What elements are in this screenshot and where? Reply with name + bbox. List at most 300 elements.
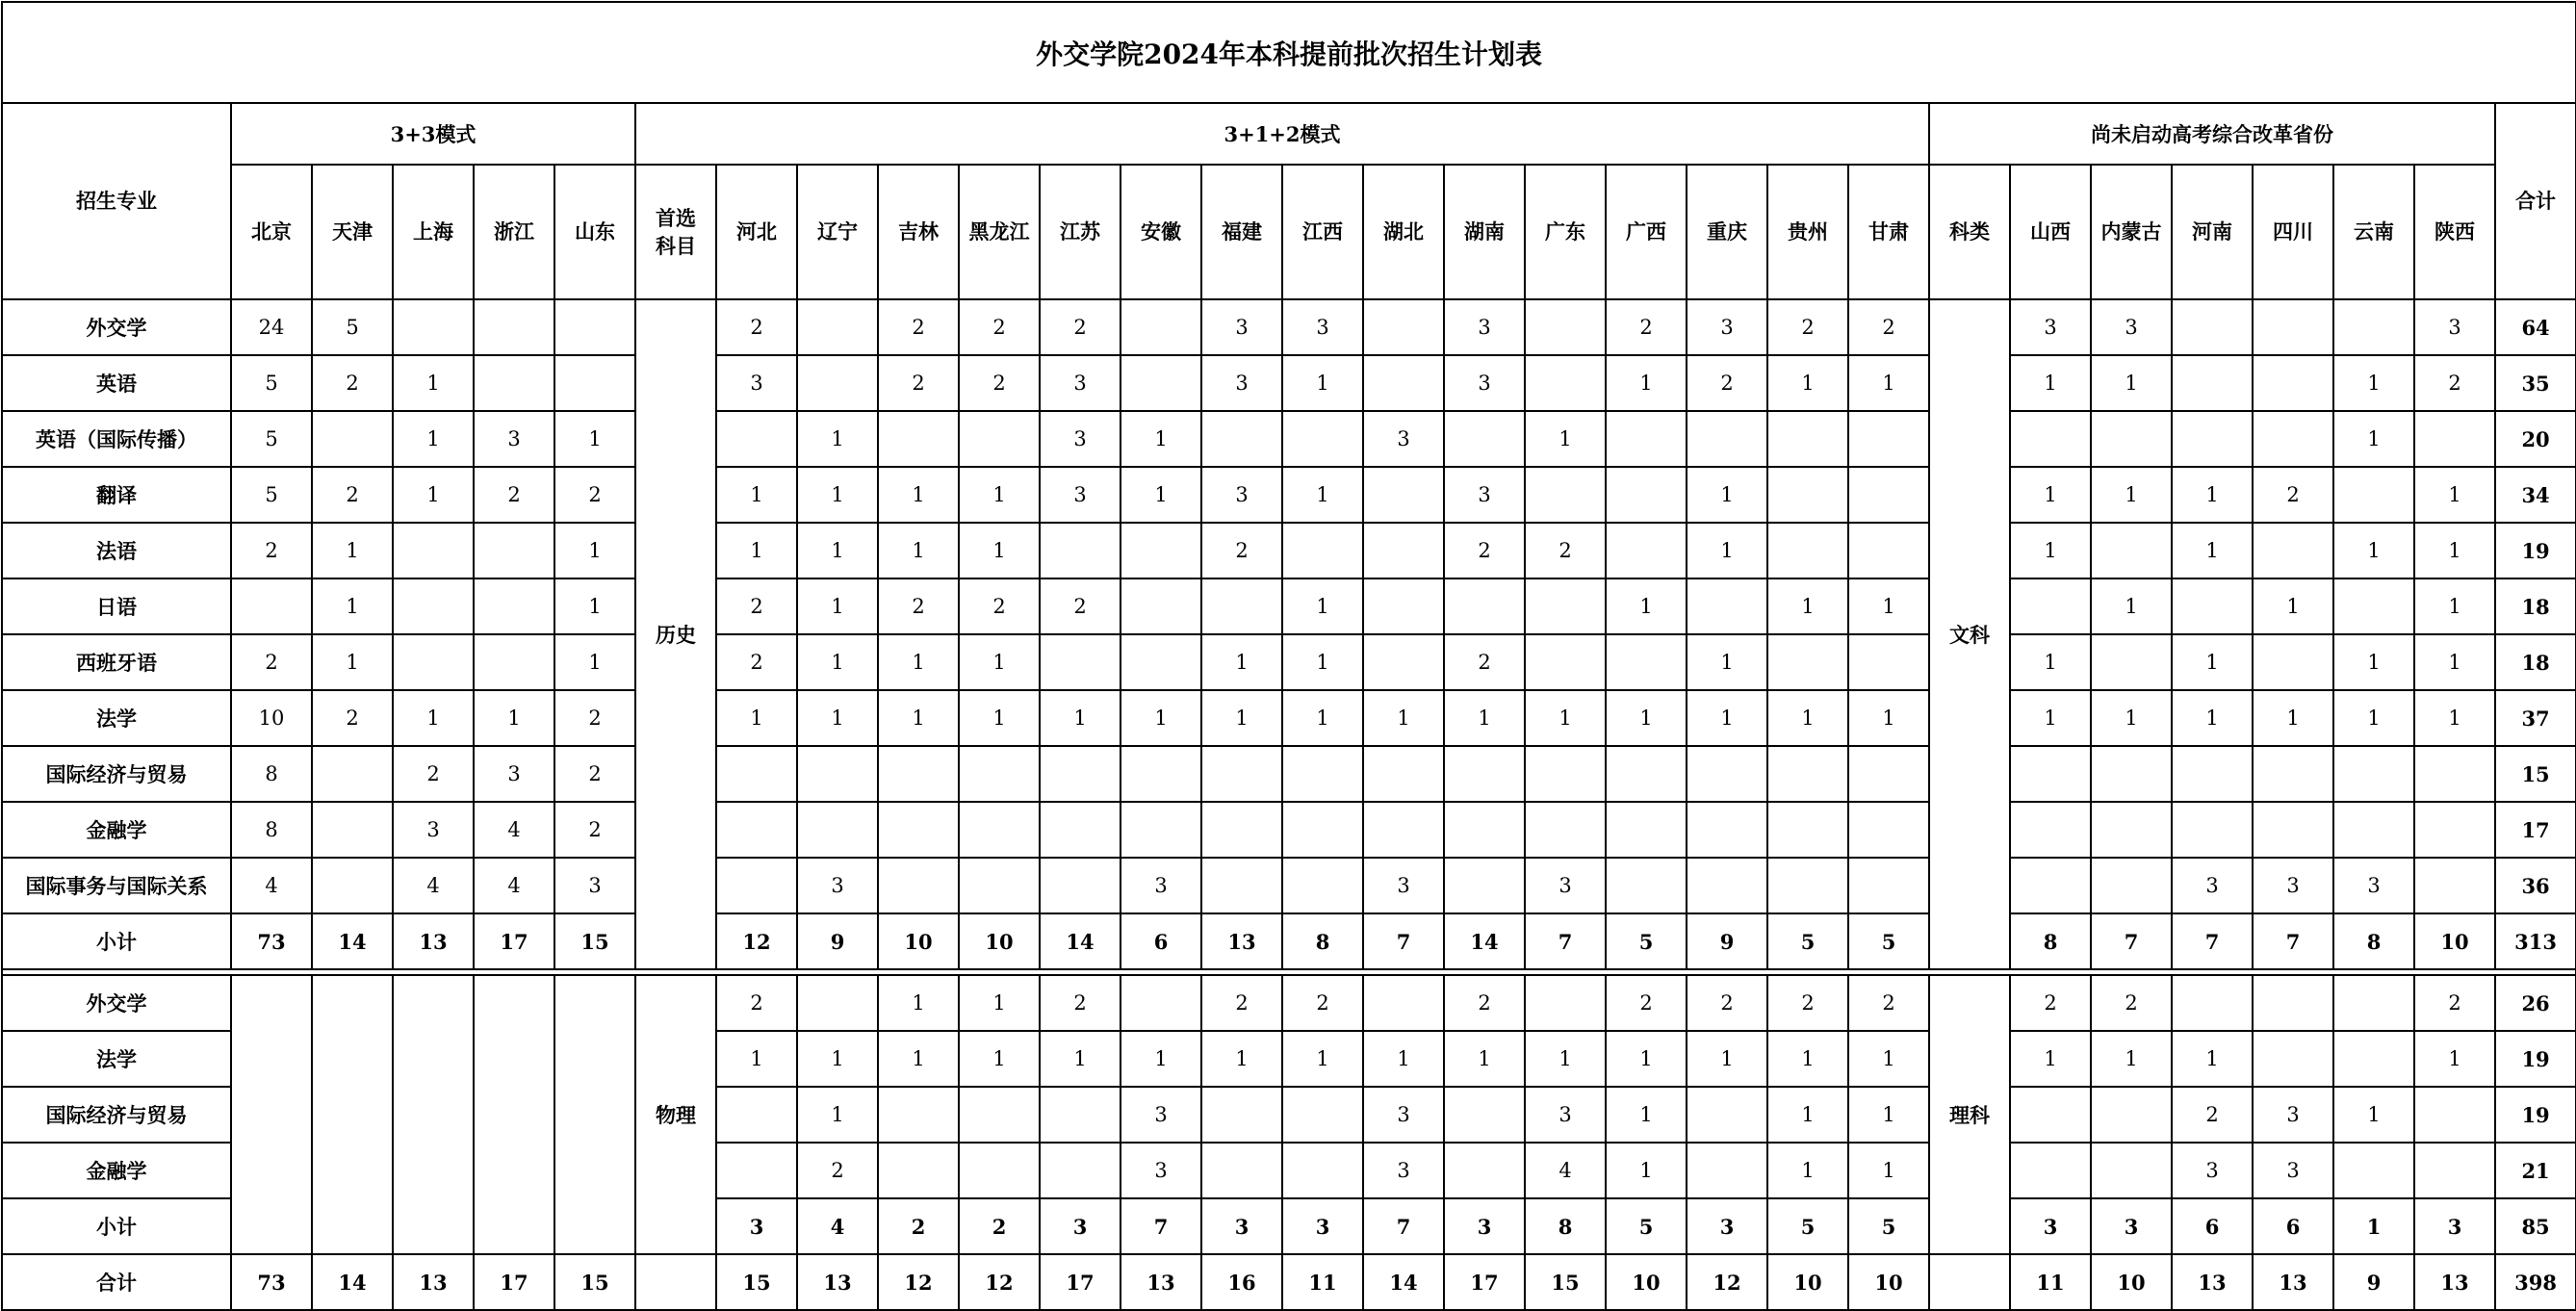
value-cell: 7 <box>1363 1198 1444 1254</box>
value-cell: 4 <box>1525 1143 1606 1198</box>
value-cell <box>2333 467 2414 523</box>
value-cell: 2 <box>554 802 635 858</box>
value-cell: 3 <box>716 355 797 411</box>
value-cell <box>474 355 554 411</box>
table-row <box>2 975 2576 1031</box>
value-cell: 1 <box>797 1031 878 1087</box>
total-header: 合计 <box>2495 103 2576 299</box>
value-cell: 1 <box>1767 1031 1848 1087</box>
value-cell <box>1687 802 1767 858</box>
value-cell: 3 <box>1363 1087 1444 1143</box>
value-cell <box>2414 1087 2495 1143</box>
value-cell: 1 <box>2414 634 2495 690</box>
value-cell <box>1201 1143 1282 1198</box>
major-name: 国际经济与贸易 <box>2 1087 231 1143</box>
value-cell: 1 <box>2333 690 2414 746</box>
value-cell <box>1525 802 1606 858</box>
value-cell: 1 <box>2172 1031 2253 1087</box>
value-cell: 3 <box>1201 355 1282 411</box>
table-row <box>2 858 2576 913</box>
value-cell <box>2091 634 2172 690</box>
value-cell: 10 <box>1848 1254 1929 1310</box>
group-header-row <box>2 103 2576 165</box>
row-total: 18 <box>2495 578 2576 634</box>
value-cell: 8 <box>1282 913 1363 969</box>
value-cell: 1 <box>878 634 959 690</box>
value-cell <box>2172 975 2253 1031</box>
province-header: 甘肃 <box>1848 165 1929 299</box>
value-cell: 1 <box>959 523 1040 578</box>
value-cell: 2 <box>959 578 1040 634</box>
value-cell: 1 <box>959 975 1040 1031</box>
value-cell: 1 <box>1201 1031 1282 1087</box>
value-cell: 8 <box>1525 1198 1606 1254</box>
value-cell: 1 <box>2172 467 2253 523</box>
value-cell: 5 <box>1767 913 1848 969</box>
value-cell: 2 <box>1201 523 1282 578</box>
value-cell: 2 <box>878 299 959 355</box>
value-cell <box>1606 467 1687 523</box>
value-cell: 1 <box>2010 467 2091 523</box>
value-cell <box>2253 975 2333 1031</box>
value-cell <box>716 802 797 858</box>
value-cell: 1 <box>1040 690 1121 746</box>
value-cell: 1 <box>393 467 474 523</box>
value-cell: 1 <box>474 690 554 746</box>
value-cell: 2 <box>2010 975 2091 1031</box>
value-cell: 1 <box>797 578 878 634</box>
value-cell: 3 <box>2414 299 2495 355</box>
value-cell: 2 <box>878 355 959 411</box>
value-cell: 1 <box>2091 1031 2172 1087</box>
value-cell <box>797 355 878 411</box>
value-cell: 1 <box>797 467 878 523</box>
value-cell: 1 <box>2172 634 2253 690</box>
value-cell: 1 <box>1687 523 1767 578</box>
value-cell: 3 <box>1201 467 1282 523</box>
table-row <box>2 299 2576 355</box>
value-cell <box>1444 1087 1525 1143</box>
value-cell <box>1687 858 1767 913</box>
value-cell: 1 <box>959 467 1040 523</box>
value-cell: 17 <box>474 1254 554 1310</box>
value-cell: 3 <box>2253 858 2333 913</box>
value-cell: 13 <box>2253 1254 2333 1310</box>
value-cell: 5 <box>231 467 312 523</box>
value-cell <box>1444 858 1525 913</box>
value-cell: 7 <box>1525 913 1606 969</box>
value-cell <box>1040 802 1121 858</box>
value-cell <box>2414 1143 2495 1198</box>
value-cell <box>1525 299 1606 355</box>
value-cell: 10 <box>2414 913 2495 969</box>
value-cell: 1 <box>716 1031 797 1087</box>
province-header: 江西 <box>1282 165 1363 299</box>
value-cell <box>1606 523 1687 578</box>
major-header: 招生专业 <box>2 103 231 299</box>
value-cell: 12 <box>716 913 797 969</box>
value-cell: 1 <box>1525 690 1606 746</box>
value-cell: 3 <box>1687 299 1767 355</box>
value-cell: 5 <box>231 411 312 467</box>
value-cell: 2 <box>959 1198 1040 1254</box>
value-cell: 1 <box>2253 690 2333 746</box>
value-cell: 12 <box>878 1254 959 1310</box>
value-cell: 2 <box>716 299 797 355</box>
value-cell: 3 <box>1687 1198 1767 1254</box>
value-cell <box>1687 411 1767 467</box>
value-cell <box>959 746 1040 802</box>
value-cell: 8 <box>2010 913 2091 969</box>
value-cell <box>1848 411 1929 467</box>
province-header: 河北 <box>716 165 797 299</box>
value-cell: 3 <box>1040 411 1121 467</box>
value-cell: 10 <box>959 913 1040 969</box>
value-cell: 13 <box>393 1254 474 1310</box>
row-total: 15 <box>2495 746 2576 802</box>
value-cell <box>1848 802 1929 858</box>
value-cell: 2 <box>1040 975 1121 1031</box>
table-row <box>2 355 2576 411</box>
province-header: 内蒙古 <box>2091 165 2172 299</box>
value-cell <box>1687 578 1767 634</box>
value-cell: 13 <box>2414 1254 2495 1310</box>
value-cell: 1 <box>1282 578 1363 634</box>
value-cell: 3 <box>1201 1198 1282 1254</box>
province-header: 浙江 <box>474 165 554 299</box>
value-cell: 73 <box>231 1254 312 1310</box>
value-cell: 1 <box>1848 690 1929 746</box>
value-cell: 2 <box>716 634 797 690</box>
value-cell <box>1363 578 1444 634</box>
value-cell: 3 <box>1363 858 1444 913</box>
value-cell: 1 <box>797 690 878 746</box>
value-cell: 4 <box>393 858 474 913</box>
value-cell: 3 <box>1040 355 1121 411</box>
value-cell: 3 <box>2010 299 2091 355</box>
row-total: 18 <box>2495 634 2576 690</box>
value-cell <box>1363 467 1444 523</box>
value-cell: 1 <box>2172 690 2253 746</box>
province-header: 黑龙江 <box>959 165 1040 299</box>
value-cell: 13 <box>1201 913 1282 969</box>
value-cell: 6 <box>2172 1198 2253 1254</box>
province-header: 河南 <box>2172 165 2253 299</box>
value-cell <box>474 299 554 355</box>
value-cell: 1 <box>2253 578 2333 634</box>
value-cell <box>1121 975 1201 1031</box>
value-cell <box>797 746 878 802</box>
value-cell <box>1687 1143 1767 1198</box>
value-cell: 1 <box>1040 1031 1121 1087</box>
value-cell: 2 <box>716 975 797 1031</box>
value-cell <box>393 523 474 578</box>
value-cell <box>2253 634 2333 690</box>
value-cell: 2 <box>554 467 635 523</box>
value-cell <box>1606 858 1687 913</box>
value-cell: 7 <box>1121 1198 1201 1254</box>
value-cell: 17 <box>474 913 554 969</box>
value-cell: 2 <box>1444 634 1525 690</box>
value-cell <box>2172 299 2253 355</box>
value-cell <box>2010 1143 2091 1198</box>
value-cell: 1 <box>1525 1031 1606 1087</box>
empty-cell <box>393 975 474 1254</box>
row-total: 85 <box>2495 1198 2576 1254</box>
value-cell: 2 <box>1201 975 1282 1031</box>
value-cell: 2 <box>1040 578 1121 634</box>
value-cell: 1 <box>1606 1143 1687 1198</box>
value-cell: 1 <box>2010 523 2091 578</box>
grand-total-row <box>2 1254 2576 1310</box>
major-name: 法学 <box>2 1031 231 1087</box>
value-cell <box>1363 634 1444 690</box>
value-cell <box>716 411 797 467</box>
value-cell <box>2010 746 2091 802</box>
value-cell: 3 <box>474 746 554 802</box>
value-cell <box>1767 802 1848 858</box>
value-cell: 10 <box>1606 1254 1687 1310</box>
value-cell <box>1121 523 1201 578</box>
value-cell: 1 <box>2333 523 2414 578</box>
value-cell <box>1040 1143 1121 1198</box>
value-cell: 2 <box>393 746 474 802</box>
value-cell <box>959 1087 1040 1143</box>
value-cell: 2 <box>474 467 554 523</box>
value-cell: 3 <box>474 411 554 467</box>
value-cell <box>797 299 878 355</box>
value-cell: 1 <box>797 411 878 467</box>
value-cell: 10 <box>1767 1254 1848 1310</box>
value-cell <box>716 1143 797 1198</box>
value-cell: 1 <box>312 634 393 690</box>
enrollment-plan-table <box>1 1 2576 1311</box>
value-cell: 3 <box>1444 467 1525 523</box>
value-cell: 2 <box>1282 975 1363 1031</box>
value-cell: 1 <box>716 467 797 523</box>
value-cell <box>878 1087 959 1143</box>
value-cell: 1 <box>2333 1087 2414 1143</box>
value-cell: 2 <box>1767 975 1848 1031</box>
value-cell: 1 <box>716 690 797 746</box>
value-cell: 8 <box>231 746 312 802</box>
value-cell: 1 <box>878 467 959 523</box>
value-cell: 2 <box>312 690 393 746</box>
value-cell: 5 <box>1606 913 1687 969</box>
major-name: 英语（国际传播） <box>2 411 231 467</box>
value-cell <box>1444 746 1525 802</box>
value-cell <box>1363 802 1444 858</box>
value-cell: 3 <box>2172 858 2253 913</box>
value-cell: 2 <box>959 299 1040 355</box>
value-cell <box>312 802 393 858</box>
row-total: 17 <box>2495 802 2576 858</box>
value-cell: 1 <box>1282 690 1363 746</box>
value-cell: 8 <box>231 802 312 858</box>
value-cell: 1 <box>393 690 474 746</box>
value-cell: 1 <box>1121 467 1201 523</box>
value-cell <box>1767 411 1848 467</box>
value-cell: 1 <box>2091 467 2172 523</box>
value-cell <box>1040 523 1121 578</box>
group-header-33: 3+3模式 <box>231 103 635 165</box>
value-cell: 1 <box>554 523 635 578</box>
value-cell: 3 <box>2010 1198 2091 1254</box>
category-cell: 理科 <box>1929 975 2010 1254</box>
value-cell <box>2091 858 2172 913</box>
row-total: 19 <box>2495 1031 2576 1087</box>
value-cell <box>1525 578 1606 634</box>
value-cell: 1 <box>1282 634 1363 690</box>
value-cell: 2 <box>2091 975 2172 1031</box>
value-cell: 3 <box>1040 1198 1121 1254</box>
value-cell <box>1606 634 1687 690</box>
value-cell: 7 <box>2091 913 2172 969</box>
value-cell <box>2010 1087 2091 1143</box>
value-cell <box>959 411 1040 467</box>
empty-cell <box>312 975 393 1254</box>
value-cell: 5 <box>312 299 393 355</box>
value-cell <box>1525 467 1606 523</box>
value-cell: 2 <box>959 355 1040 411</box>
value-cell <box>1282 411 1363 467</box>
empty-cell <box>231 975 312 1254</box>
subject-first-line1: 首选 <box>656 205 696 230</box>
value-cell: 7 <box>2253 913 2333 969</box>
value-cell: 1 <box>1282 467 1363 523</box>
value-cell: 3 <box>2172 1143 2253 1198</box>
value-cell: 2 <box>1525 523 1606 578</box>
value-cell <box>1282 523 1363 578</box>
value-cell: 3 <box>1282 1198 1363 1254</box>
value-cell: 3 <box>1363 411 1444 467</box>
value-cell: 2 <box>231 523 312 578</box>
major-name: 西班牙语 <box>2 634 231 690</box>
value-cell: 17 <box>1444 1254 1525 1310</box>
group-header-312: 3+1+2模式 <box>635 103 1929 165</box>
province-header: 云南 <box>2333 165 2414 299</box>
value-cell: 1 <box>554 411 635 467</box>
value-cell: 15 <box>554 1254 635 1310</box>
value-cell: 5 <box>1848 913 1929 969</box>
value-cell <box>878 802 959 858</box>
value-cell <box>554 299 635 355</box>
empty-cell <box>474 975 554 1254</box>
major-name: 金融学 <box>2 802 231 858</box>
value-cell <box>1121 578 1201 634</box>
value-cell <box>1363 975 1444 1031</box>
value-cell: 1 <box>2091 578 2172 634</box>
value-cell: 11 <box>1282 1254 1363 1310</box>
value-cell: 1 <box>2333 411 2414 467</box>
value-cell <box>1848 634 1929 690</box>
value-cell: 9 <box>2333 1254 2414 1310</box>
value-cell <box>2172 411 2253 467</box>
value-cell <box>312 411 393 467</box>
province-header: 湖南 <box>1444 165 1525 299</box>
empty-cell <box>635 1254 716 1310</box>
value-cell: 9 <box>1687 913 1767 969</box>
value-cell <box>2172 578 2253 634</box>
value-cell <box>797 802 878 858</box>
value-cell: 1 <box>554 578 635 634</box>
value-cell: 2 <box>2414 975 2495 1031</box>
group-header-old: 尚未启动高考综合改革省份 <box>1929 103 2495 165</box>
value-cell: 1 <box>2414 578 2495 634</box>
major-name: 日语 <box>2 578 231 634</box>
value-cell <box>1767 523 1848 578</box>
value-cell: 16 <box>1201 1254 1282 1310</box>
province-header: 重庆 <box>1687 165 1767 299</box>
value-cell: 1 <box>554 634 635 690</box>
value-cell <box>1201 746 1282 802</box>
value-cell <box>1363 523 1444 578</box>
value-cell <box>1767 634 1848 690</box>
value-cell: 1 <box>393 411 474 467</box>
value-cell: 3 <box>1444 355 1525 411</box>
value-cell <box>1201 802 1282 858</box>
province-header: 辽宁 <box>797 165 878 299</box>
value-cell <box>1767 858 1848 913</box>
value-cell: 1 <box>2414 467 2495 523</box>
table-row <box>2 690 2576 746</box>
major-name: 国际经济与贸易 <box>2 746 231 802</box>
value-cell: 3 <box>1525 1087 1606 1143</box>
major-name: 英语 <box>2 355 231 411</box>
value-cell: 2 <box>554 690 635 746</box>
value-cell: 1 <box>312 523 393 578</box>
value-cell: 1 <box>959 690 1040 746</box>
value-cell: 2 <box>312 355 393 411</box>
value-cell <box>1687 746 1767 802</box>
value-cell <box>2172 746 2253 802</box>
title-row <box>2 2 2576 103</box>
value-cell: 1 <box>1282 1031 1363 1087</box>
value-cell: 1 <box>1606 355 1687 411</box>
value-cell: 3 <box>1040 467 1121 523</box>
value-cell <box>474 634 554 690</box>
value-cell <box>2091 802 2172 858</box>
value-cell <box>1767 467 1848 523</box>
value-cell <box>1363 746 1444 802</box>
value-cell <box>1040 746 1121 802</box>
value-cell: 1 <box>1848 578 1929 634</box>
value-cell <box>878 1143 959 1198</box>
value-cell: 1 <box>2414 1031 2495 1087</box>
value-cell: 73 <box>231 913 312 969</box>
value-cell: 1 <box>1363 1031 1444 1087</box>
value-cell <box>1121 355 1201 411</box>
value-cell: 1 <box>1767 1087 1848 1143</box>
table-row <box>2 634 2576 690</box>
value-cell: 1 <box>1687 467 1767 523</box>
value-cell <box>959 858 1040 913</box>
province-header: 上海 <box>393 165 474 299</box>
value-cell: 1 <box>959 634 1040 690</box>
value-cell: 1 <box>1201 690 1282 746</box>
value-cell: 1 <box>2333 1198 2414 1254</box>
row-total: 34 <box>2495 467 2576 523</box>
major-name: 合计 <box>2 1254 231 1310</box>
value-cell <box>2253 299 2333 355</box>
value-cell <box>393 299 474 355</box>
value-cell <box>312 858 393 913</box>
province-header: 贵州 <box>1767 165 1848 299</box>
province-header-row <box>2 165 2576 299</box>
value-cell: 3 <box>1201 299 1282 355</box>
value-cell <box>2333 1031 2414 1087</box>
major-name: 外交学 <box>2 299 231 355</box>
